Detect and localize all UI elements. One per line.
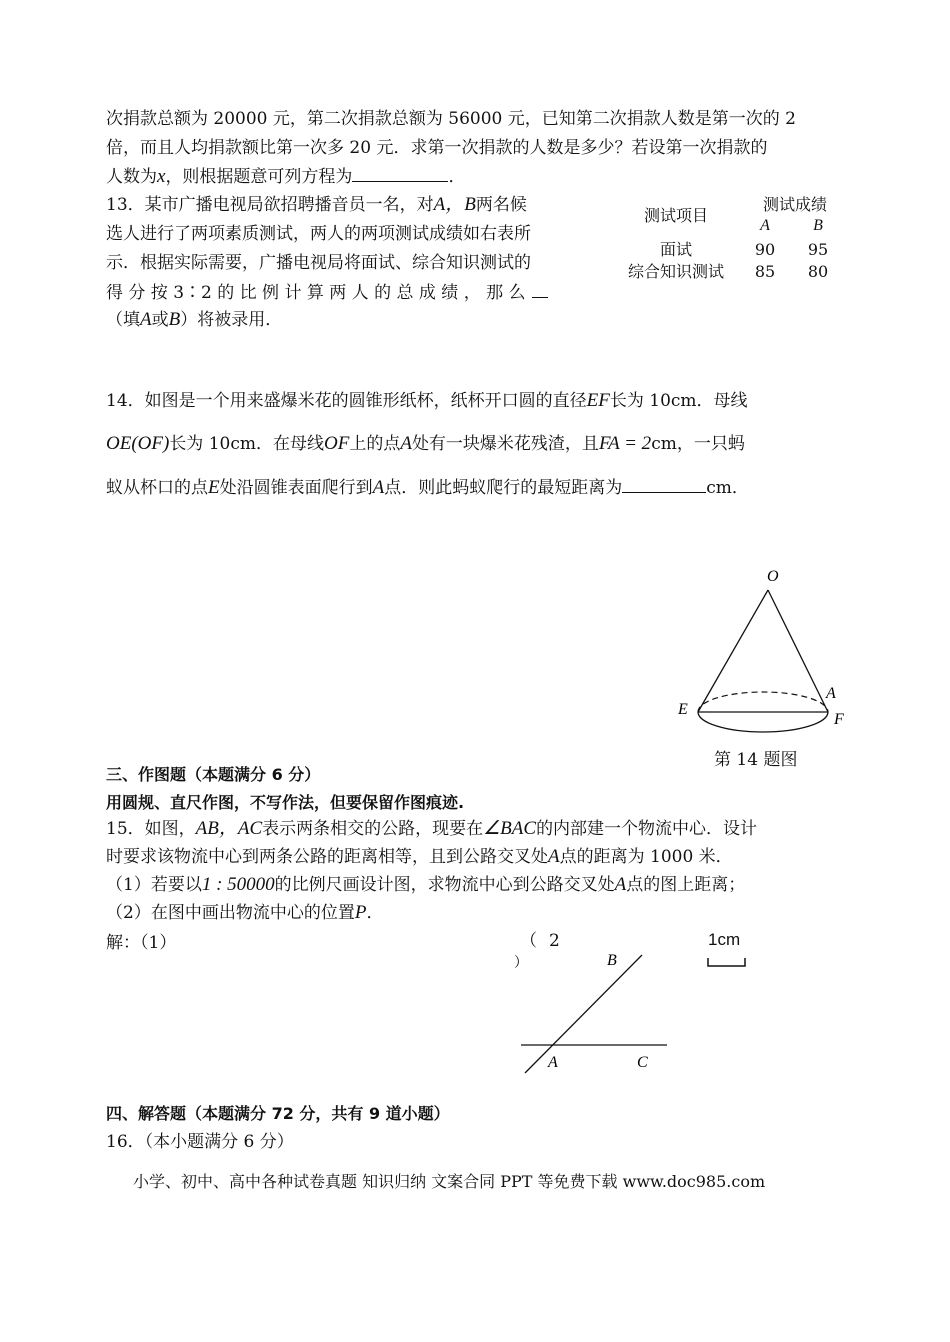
answer-blank-q14[interactable] [622, 476, 706, 493]
q13-line3: 示．根据实际需要，广播电视局将面试、综合知识测试的 [106, 253, 531, 273]
cone-figure [670, 560, 870, 750]
table-cell: 80 [807, 262, 829, 281]
q15-part2: （2）在图中画出物流中心的位置P． [106, 902, 384, 923]
label-a: A [826, 685, 836, 702]
section4-title: 四、解答题（本题满分 72 分，共有 9 道小题） [106, 1104, 450, 1123]
scale-label: 1cm [708, 930, 741, 949]
cone-slant-right [768, 590, 828, 712]
q13-line1: 13．某市广播电视局欲招聘播音员一名，对A，B两名候 [106, 194, 527, 215]
label-a: A [548, 1054, 558, 1071]
var-x: x [157, 166, 166, 187]
scale-bar [700, 955, 760, 969]
q15-solution: 解：（1） [106, 933, 177, 953]
section3-title: 三、作图题（本题满分 6 分） [106, 765, 321, 784]
figure14-caption: 第 14 题图 [714, 750, 798, 770]
q12-line2: 倍，而且人均捐款额比第一次多 20 元．求第一次捐款的人数是多少？若设第一次捐款的 [106, 138, 768, 158]
table-row-knowledge: 综合知识测试 [627, 262, 724, 281]
road-ab [525, 955, 642, 1073]
label-b: B [607, 952, 617, 969]
page-footer: 小学、初中、高中各种试卷真题 知识归纳 文案合同 PPT 等免费下载 www.doc985.com [133, 1172, 766, 1191]
q13-line4: 得 分 按 3∶2 的 比 例 计 算 两 人 的 总 成 绩 ， 那 么 [106, 281, 548, 304]
q16-header: 16．（本小题满分 6 分） [106, 1132, 294, 1152]
answer-blank-q13[interactable] [532, 281, 548, 298]
section3-instruction: 用圆规、直尺作图，不写作法，但要保留作图痕迹. [106, 793, 465, 812]
table-header-item: 测试项目 [643, 206, 708, 225]
label-c: C [637, 1054, 648, 1071]
table-header-a: A [760, 217, 770, 234]
q13-line2: 选人进行了两项素质测试，两人的两项测试成绩如右表所 [106, 224, 531, 244]
roads-figure [515, 945, 685, 1080]
table-cell: 85 [754, 262, 776, 281]
q12-line3: 人数为x，则根据题意可列方程为 ． [106, 166, 466, 187]
q15-part1: （1）若要以1 : 50000的比例尺画设计图，求物流中心到公路交叉处A点的图上距离； [106, 874, 746, 895]
q15-paren-open: （ 2 [520, 931, 560, 951]
cone-rim-back [698, 692, 828, 712]
label-o: O [767, 568, 779, 585]
label-f: F [834, 711, 844, 728]
q15-line2: 时要求该物流中心到两条公路的距离相等，且到公路交叉处A点的距离为 1000 米． [106, 846, 733, 867]
answer-blank-q12[interactable] [352, 165, 448, 182]
q14-line1: 14．如图是一个用来盛爆米花的圆锥形纸杯，纸杯开口圆的直径EF长为 10cm．母线 [106, 390, 748, 411]
q13-line5: （填A或B）将被录用． [106, 309, 283, 330]
q15-paren-close: ） [514, 955, 528, 971]
q14-line2: OE(OF)长为 10cm．在母线OF上的点A处有一块爆米花残渣，且FA = 2cm，一只蚂 [106, 433, 745, 454]
table-cell: 90 [754, 240, 776, 259]
table-row-interview: 面试 [659, 240, 692, 259]
table-header-score: 测试成绩 [762, 195, 827, 214]
cone-rim-front [698, 712, 828, 732]
q14-line3: 蚁从杯口的点E处沿圆锥表面爬行到A点．则此蚂蚁爬行的最短距离为 cm． [106, 477, 749, 498]
label-e: E [678, 701, 688, 718]
q15-line1: 15．如图，AB，AC表示两条相交的公路，现要在∠BAC的内部建一个物流中心．设计 [106, 818, 758, 839]
table-header-b: B [813, 217, 823, 234]
table-cell: 95 [807, 240, 829, 259]
q12-line1: 次捐款总额为 20000 元，第二次捐款总额为 56000 元，已知第二次捐款人数是第一次的 2 [106, 109, 796, 129]
